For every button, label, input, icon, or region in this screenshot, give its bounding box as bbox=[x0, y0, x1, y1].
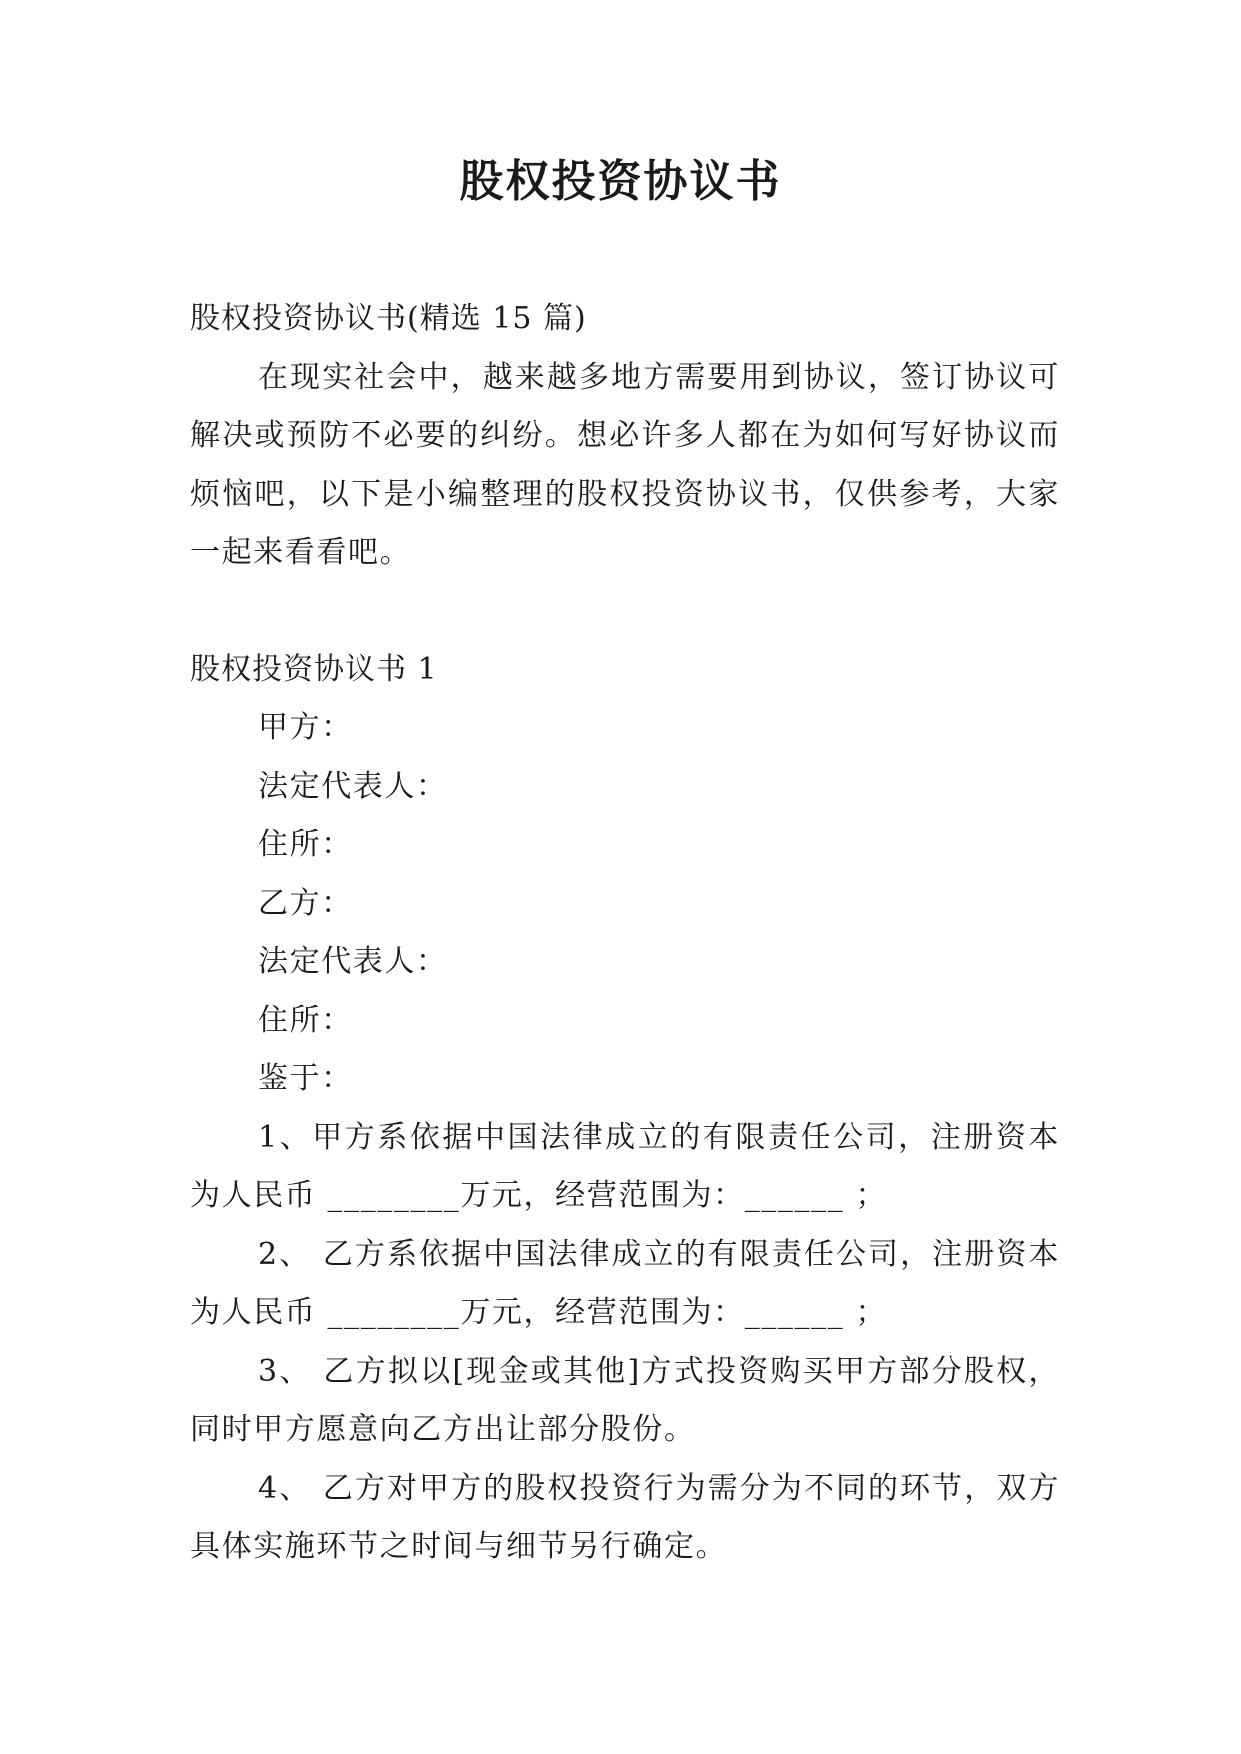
party-a-label: 甲方： bbox=[258, 710, 353, 745]
clause-4: 4、 乙方对甲方的股权投资行为需分为不同的环节，双方具体实施环节之时间与细节另行确定。 bbox=[190, 1470, 1060, 1564]
party-a-representative-label: 法定代表人： bbox=[258, 768, 448, 804]
party-b-address-label: 住所： bbox=[258, 1002, 353, 1038]
document-subtitle: 股权投资协议书(精选 15 篇) bbox=[190, 301, 587, 336]
document-title: 股权投资协议书 bbox=[459, 156, 782, 207]
clause-3: 3、 乙方拟以[现金或其他]方式投资购买甲方部分股权，同时甲方愿意向乙方出让部分股份。 bbox=[190, 1353, 1060, 1447]
clause-1: 1、甲方系依据中国法律成立的有限责任公司，注册资本为人民币 ________万元，经营范围为：______ ； bbox=[190, 1119, 1060, 1213]
document-body bbox=[190, 290, 1060, 1577]
section-spacer bbox=[190, 583, 1060, 641]
party-b-label: 乙方： bbox=[258, 885, 353, 921]
whereas-label: 鉴于： bbox=[258, 1061, 353, 1096]
clause-2: 2、 乙方系依据中国法律成立的有限责任公司，注册资本为人民币 ________万元，经营范围为：______ ； bbox=[190, 1236, 1060, 1330]
party-b-representative-label: 法定代表人： bbox=[258, 944, 448, 979]
intro-paragraph: 在现实社会中，越来越多地方需要用到协议，签订协议可解决或预防不必要的纠纷。想必许多人都在为如何写好协议而烦恼吧，以下是小编整理的股权投资协议书，仅供参考，大家一起来看看吧。 bbox=[190, 359, 1060, 570]
section-heading: 股权投资协议书 1 bbox=[190, 651, 438, 687]
party-a-address-label: 住所： bbox=[258, 827, 353, 862]
